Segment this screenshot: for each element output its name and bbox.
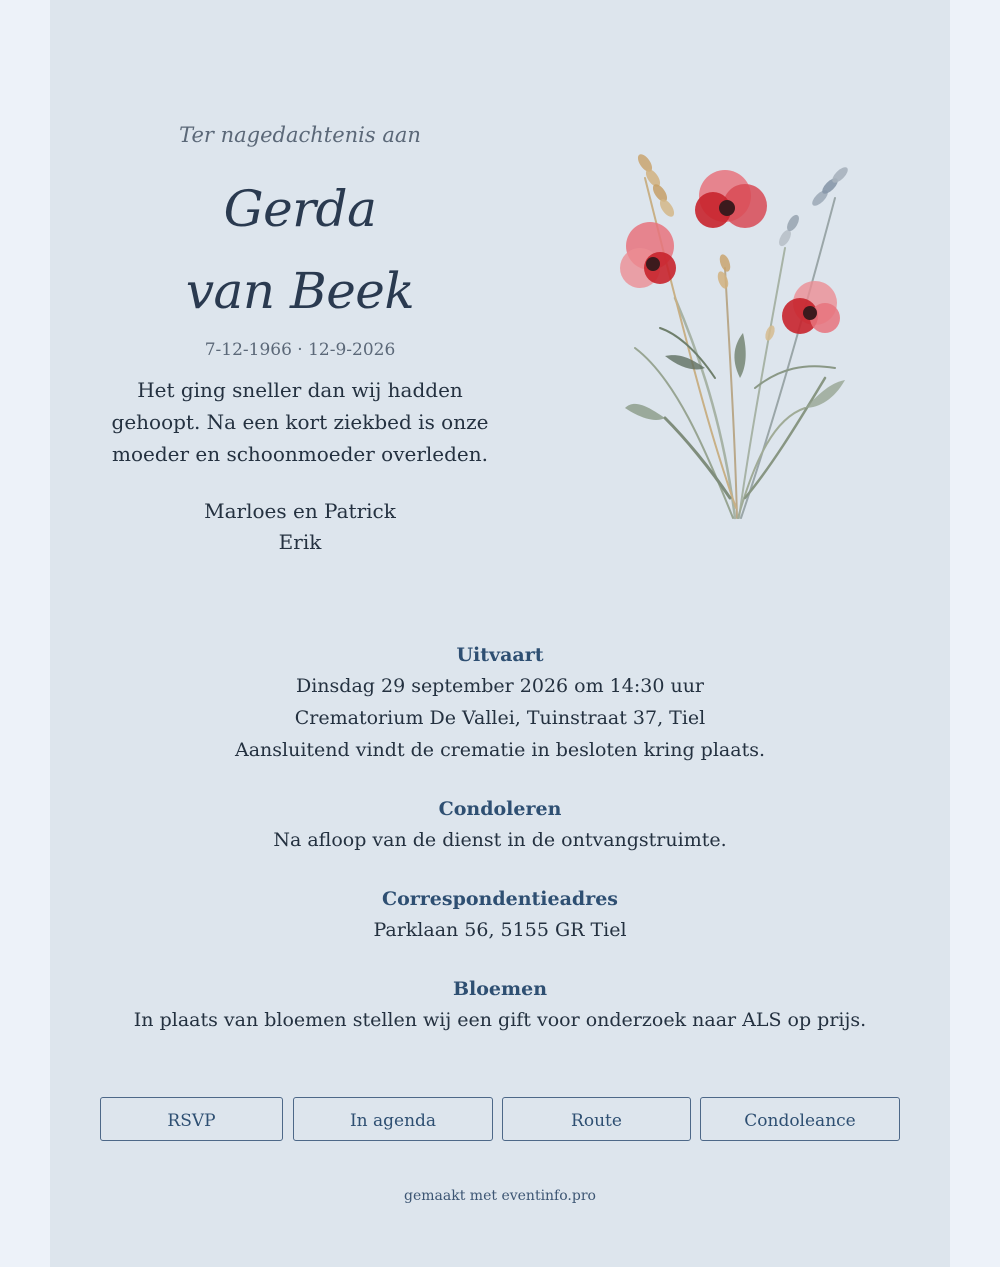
section-condoleren: [50, 794, 950, 856]
action-buttons: [100, 1097, 900, 1143]
memorial-message: [100, 374, 500, 470]
route-button[interactable]: Route: [502, 1097, 691, 1141]
section-line: Crematorium De Vallei, Tuinstraat 37, Tiel: [294, 707, 706, 729]
invitation-card: [50, 0, 950, 1267]
section-line: In plaats van bloemen stellen wij een gift voor onderzoek naar ALS op prijs.: [133, 1009, 867, 1031]
footer-credit-link[interactable]: gemaakt met eventinfo.pro: [404, 1188, 596, 1204]
bouquet-leaves: [625, 333, 845, 420]
section-line: Aansluitend vindt de crematie in besloten kring plaats.: [235, 739, 765, 761]
family-line: Erik: [278, 530, 322, 554]
memorial-header: [100, 100, 500, 558]
poppy-flower: [620, 222, 676, 288]
poppy-bouquet-illustration: [605, 118, 865, 528]
section-title: Condoleren: [438, 798, 562, 820]
section-line: Parklaan 56, 5155 GR Tiel: [373, 919, 627, 941]
life-dates: 7-12-1966 · 12-9-2026: [204, 340, 396, 360]
section-line: Na afloop van de dienst in de ontvangstruimte.: [273, 829, 727, 851]
poppy-flower: [782, 281, 840, 334]
section-title: Bloemen: [452, 978, 548, 1000]
section-correspondentieadres: [50, 884, 950, 946]
family-line: Marloes en Patrick: [204, 499, 396, 523]
section-bloemen: [50, 974, 950, 1036]
family-names: [100, 496, 500, 558]
poppy-flower: [695, 170, 767, 228]
event-details: [50, 640, 950, 1064]
message-line: Het ging sneller dan wij hadden: [137, 378, 463, 402]
condolence-button[interactable]: Condoleance: [700, 1097, 900, 1141]
first-name: Gerda: [223, 180, 377, 238]
section-uitvaart: [50, 640, 950, 766]
section-title: Correspondentieadres: [381, 888, 619, 910]
intro-text: Ter nagedachtenis aan: [179, 123, 421, 147]
section-title: Uitvaart: [456, 644, 544, 666]
rsvp-button[interactable]: RSVP: [100, 1097, 283, 1141]
add-to-calendar-button[interactable]: In agenda: [293, 1097, 493, 1141]
section-line: Dinsdag 29 september 2026 om 14:30 uur: [295, 675, 705, 697]
last-name: van Beek: [185, 262, 415, 320]
message-line: moeder en schoonmoeder overleden.: [111, 442, 489, 466]
message-line: gehoopt. Na een kort ziekbed is onze: [111, 410, 489, 434]
